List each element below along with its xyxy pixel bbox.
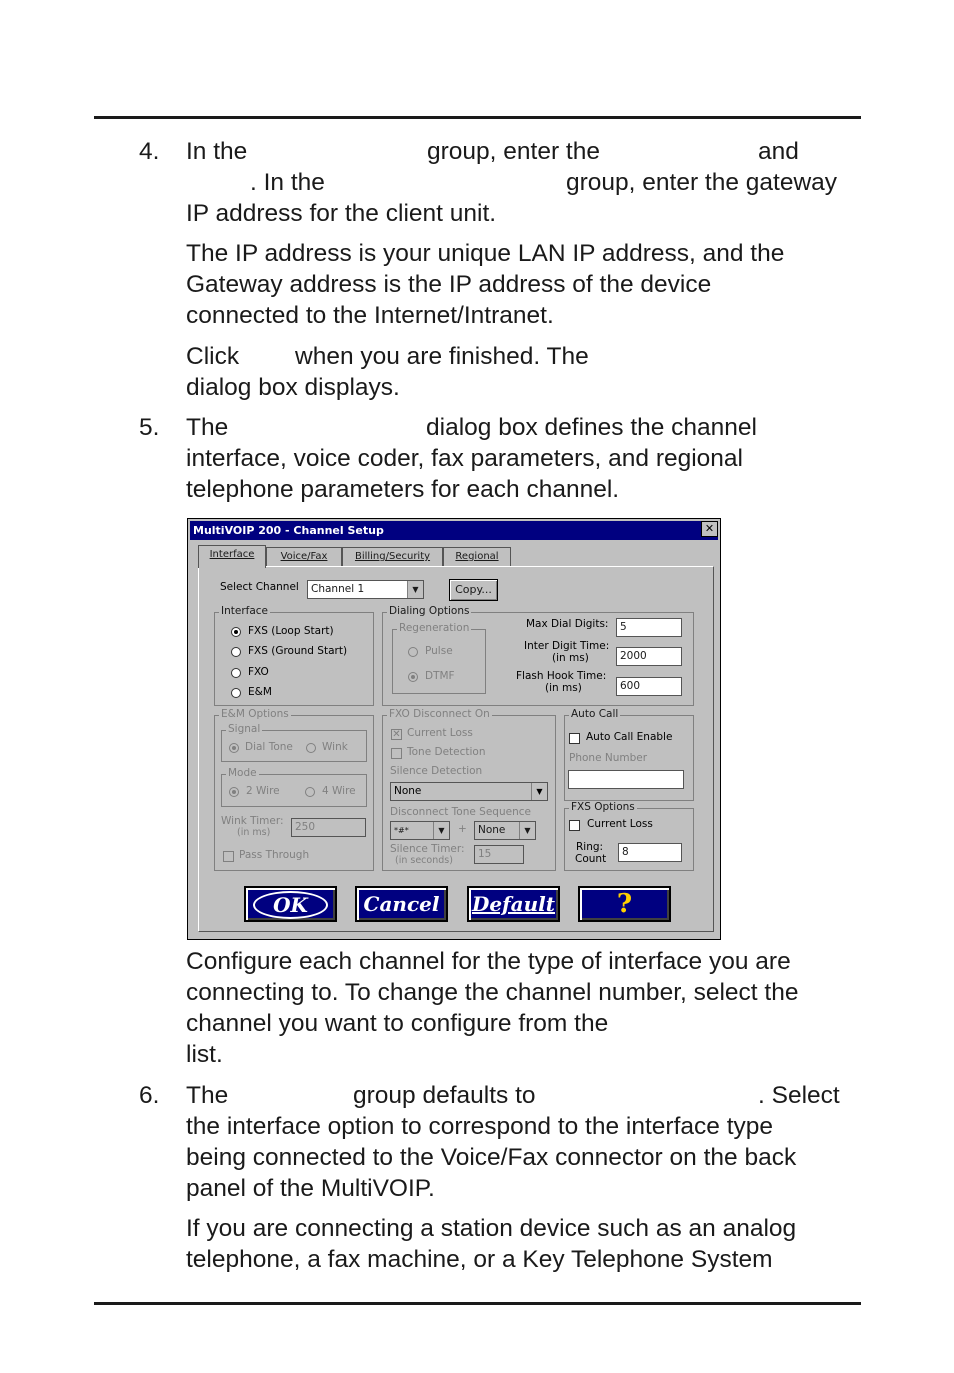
body-text: list. bbox=[186, 1041, 223, 1068]
silence-detection-dropdown[interactable] bbox=[390, 782, 548, 801]
wink-timer-label: Wink Timer: bbox=[221, 815, 284, 827]
body-text: connected to the Internet/Intranet. bbox=[186, 302, 554, 329]
select-channel-dropdown[interactable] bbox=[307, 580, 424, 599]
tone-sequence-b-dropdown[interactable] bbox=[474, 821, 536, 840]
body-text: and bbox=[758, 138, 799, 165]
radio-wink[interactable] bbox=[306, 743, 316, 753]
item-number: 6. bbox=[139, 1082, 160, 1109]
top-rule bbox=[94, 116, 861, 119]
radio-dtmf[interactable] bbox=[408, 672, 418, 682]
interface-caption: Interface bbox=[221, 605, 269, 617]
body-text: connecting to. To change the channel number, select the bbox=[186, 979, 799, 1006]
tone-sequence-a-dropdown[interactable] bbox=[390, 821, 450, 840]
body-text: . Select bbox=[758, 1082, 840, 1109]
tab-regional[interactable]: Regional bbox=[443, 547, 511, 566]
help-icon: ? bbox=[616, 889, 633, 919]
dialog-title: MultiVOIP 200 - Channel Setup bbox=[190, 521, 718, 540]
body-text: telephone, a fax machine, or a Key Telephone System bbox=[186, 1246, 773, 1273]
radio-4-wire[interactable] bbox=[305, 787, 315, 797]
flash-hook-unit: (in ms) bbox=[545, 682, 582, 694]
item-number: 5. bbox=[139, 414, 160, 441]
radio-fxs-ground[interactable] bbox=[231, 647, 241, 657]
body-text: being connected to the Voice/Fax connector on the back bbox=[186, 1144, 797, 1171]
body-text: The IP address is your unique LAN IP address, and the bbox=[186, 240, 785, 267]
radio-label: FXO bbox=[248, 666, 269, 678]
fxs-current-loss-label: Current Loss bbox=[587, 818, 653, 830]
body-text: panel of the MultiVOIP. bbox=[186, 1175, 435, 1202]
phone-number-field[interactable] bbox=[568, 770, 684, 789]
auto-call-caption: Auto Call bbox=[571, 708, 619, 720]
body-text: The bbox=[186, 414, 229, 441]
select-channel-value: Channel 1 bbox=[311, 583, 365, 595]
ok-button[interactable] bbox=[244, 886, 337, 922]
item-number: 4. bbox=[139, 138, 160, 165]
radio-fxs-loop[interactable] bbox=[231, 627, 241, 637]
cancel-button[interactable]: Cancel bbox=[355, 886, 448, 922]
tone-detection-checkbox[interactable] bbox=[391, 748, 402, 759]
radio-label: Wink bbox=[322, 741, 348, 753]
silence-detection-value: None bbox=[394, 785, 422, 797]
regeneration-group bbox=[392, 622, 486, 694]
radio-label: 4 Wire bbox=[322, 785, 356, 797]
radio-2-wire[interactable] bbox=[229, 787, 239, 797]
body-text: when you are finished. The bbox=[295, 343, 589, 370]
pass-through-checkbox[interactable] bbox=[223, 851, 234, 862]
body-text: IP address for the client unit. bbox=[186, 200, 497, 227]
body-text: channel you want to configure from the bbox=[186, 1010, 609, 1037]
fxs-options-caption: FXS Options bbox=[571, 801, 635, 813]
body-text: In the bbox=[186, 138, 248, 165]
max-dial-label: Max Dial Digits: bbox=[526, 618, 609, 630]
chevron-down-icon: ▼ bbox=[407, 581, 423, 598]
inter-digit-unit: (in ms) bbox=[552, 652, 589, 664]
silence-timer-unit: (in seconds) bbox=[395, 855, 453, 866]
tone-sequence-b-value: None bbox=[478, 824, 506, 836]
chevron-down-icon: ▼ bbox=[531, 783, 547, 800]
bottom-rule bbox=[94, 1302, 861, 1305]
tab-voice-fax[interactable]: Voice/Fax bbox=[266, 547, 342, 566]
radio-label: E&M bbox=[248, 686, 272, 698]
mode-caption: Mode bbox=[228, 767, 257, 779]
regeneration-caption: Regeneration bbox=[399, 622, 470, 634]
chevron-down-icon: ▼ bbox=[519, 822, 535, 839]
default-button[interactable]: Default bbox=[467, 886, 560, 922]
close-icon[interactable]: ✕ bbox=[701, 521, 718, 537]
current-loss-checkbox[interactable]: ✕ bbox=[392, 729, 401, 740]
body-text: group, enter the bbox=[427, 138, 600, 165]
body-text: interface, voice coder, fax parameters, and regional bbox=[186, 445, 744, 472]
wink-timer-field[interactable]: 250 bbox=[291, 818, 366, 837]
tab-billing-security[interactable]: Billing/Security bbox=[342, 547, 443, 566]
radio-label: 2 Wire bbox=[246, 785, 280, 797]
fxs-current-loss-checkbox[interactable] bbox=[569, 820, 580, 831]
silence-timer-label: Silence Timer: bbox=[390, 843, 465, 855]
tone-sequence-label: Disconnect Tone Sequence bbox=[390, 806, 531, 818]
body-text: Gateway address is the IP address of the device bbox=[186, 271, 712, 298]
radio-label: Dial Tone bbox=[245, 741, 293, 753]
body-text: . In the bbox=[250, 169, 325, 196]
select-channel-label: Select Channel bbox=[220, 581, 299, 593]
ring-label: Ring: bbox=[576, 841, 604, 853]
flash-hook-label: Flash Hook Time: bbox=[516, 670, 607, 682]
radio-pulse[interactable] bbox=[408, 647, 418, 657]
current-loss-label: Current Loss bbox=[407, 727, 473, 739]
tab-interface[interactable]: Interface bbox=[198, 545, 266, 568]
silence-timer-field[interactable]: 15 bbox=[474, 845, 524, 864]
body-text: The bbox=[186, 1082, 229, 1109]
flash-hook-field[interactable]: 600 bbox=[616, 677, 682, 696]
radio-em[interactable] bbox=[231, 688, 241, 698]
max-dial-field[interactable]: 5 bbox=[616, 618, 682, 637]
inter-digit-label: Inter Digit Time: bbox=[524, 640, 610, 652]
auto-call-enable-checkbox[interactable] bbox=[569, 733, 580, 744]
body-text: dialog box displays. bbox=[186, 374, 400, 401]
dialing-options-caption: Dialing Options bbox=[389, 605, 470, 617]
body-text: the interface option to correspond to the interface type bbox=[186, 1113, 774, 1140]
wink-timer-unit: (in ms) bbox=[237, 827, 271, 838]
radio-fxo[interactable] bbox=[231, 668, 241, 678]
body-text: group defaults to bbox=[353, 1082, 536, 1109]
help-button[interactable] bbox=[578, 886, 671, 922]
fxo-disconnect-caption: FXO Disconnect On bbox=[389, 708, 490, 720]
inter-digit-field[interactable]: 2000 bbox=[616, 647, 682, 666]
radio-dial-tone[interactable] bbox=[229, 743, 239, 753]
auto-call-enable-label: Auto Call Enable bbox=[586, 731, 673, 743]
ring-count-field[interactable]: 8 bbox=[618, 843, 682, 862]
copy-button[interactable]: Copy... bbox=[449, 579, 498, 601]
radio-label: FXS (Ground Start) bbox=[248, 645, 348, 657]
radio-label: FXS (Loop Start) bbox=[248, 625, 334, 637]
tone-sequence-a-value: *#* bbox=[394, 826, 409, 835]
body-text: Click bbox=[186, 343, 240, 370]
tone-detection-label: Tone Detection bbox=[407, 746, 486, 758]
silence-detection-label: Silence Detection bbox=[390, 765, 483, 777]
body-text: telephone parameters for each channel. bbox=[186, 476, 620, 503]
body-text: If you are connecting a station device such as an analog bbox=[186, 1215, 797, 1242]
ok-label: OK bbox=[253, 891, 328, 919]
body-text: Configure each channel for the type of interface you are bbox=[186, 948, 791, 975]
signal-caption: Signal bbox=[228, 723, 261, 735]
plus-sign: + bbox=[458, 823, 467, 835]
body-text: dialog box defines the channel bbox=[426, 414, 758, 441]
em-options-caption: E&M Options bbox=[221, 708, 289, 720]
body-text: group, enter the gateway bbox=[566, 169, 838, 196]
radio-label: DTMF bbox=[425, 670, 455, 682]
channel-setup-dialog bbox=[187, 518, 721, 940]
pass-through-label: Pass Through bbox=[239, 849, 310, 861]
count-label: Count bbox=[575, 853, 607, 865]
radio-label: Pulse bbox=[425, 645, 453, 657]
chevron-down-icon: ▼ bbox=[433, 822, 449, 839]
phone-number-label: Phone Number bbox=[569, 752, 648, 764]
